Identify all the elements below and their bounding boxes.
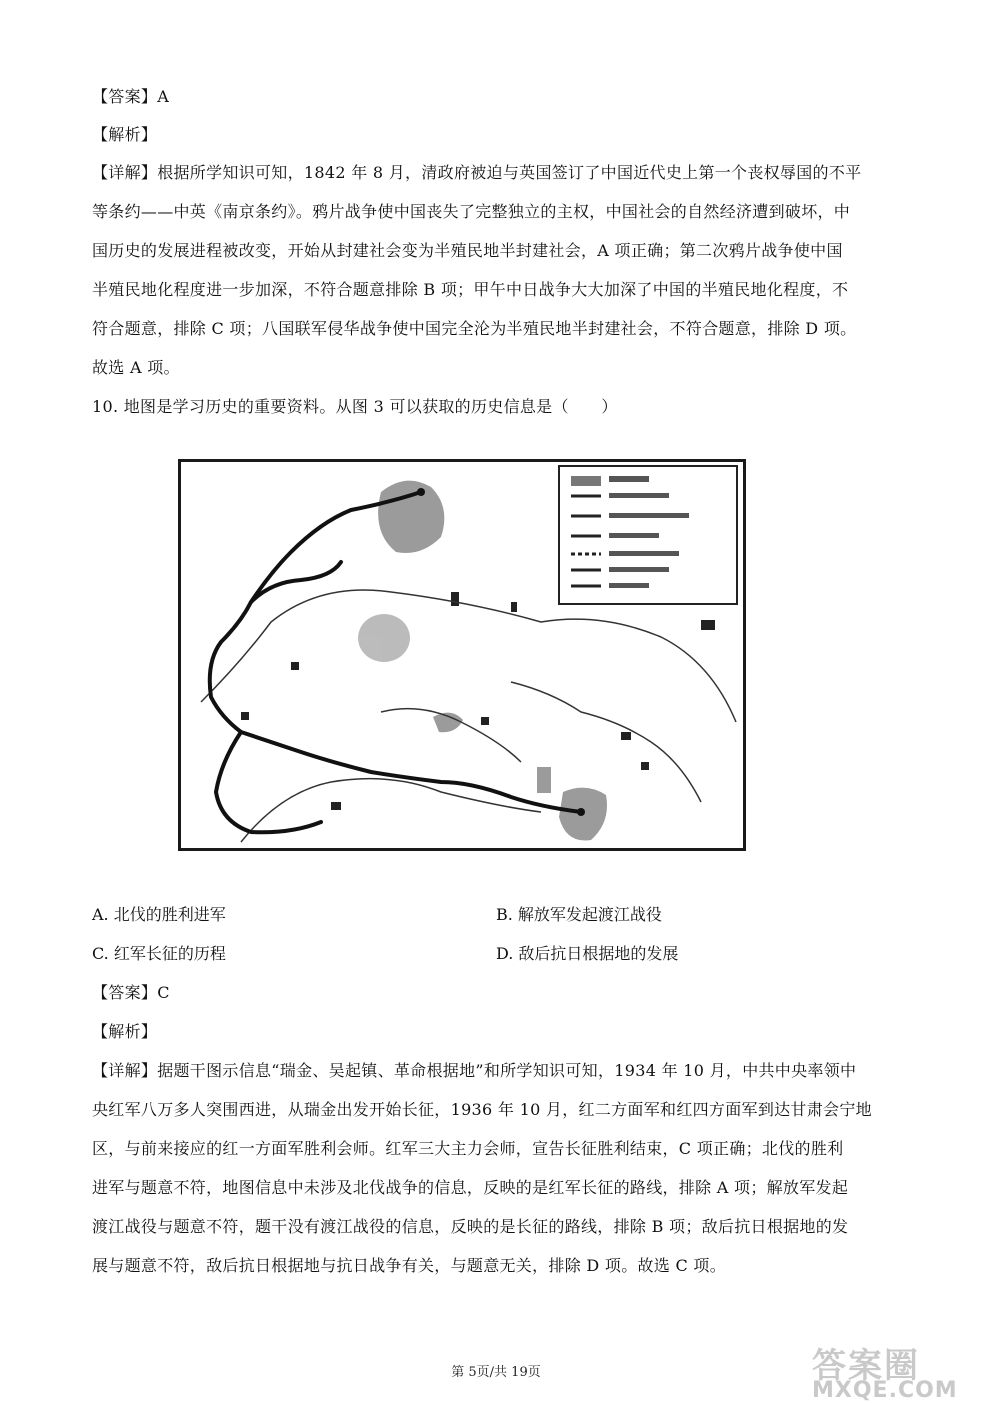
legend-swatch-base — [571, 476, 601, 486]
detail1-line-4: 半殖民地化程度进一步加深，不符合题意排除 B 项；甲午中日战争大大加深了中国的半殖民地化程度，不 — [92, 280, 849, 299]
answer-tag: 【答案】 — [92, 87, 158, 106]
detail2-line-4: 进军与题意不符，地图信息中未涉及北伐战争的信息，反映的是红军长征的路线，排除 A 项；解放军发起 — [92, 1178, 849, 1197]
detail2-line-3: 区，与前来接应的红一方面军胜利会师。红军三大主力会师，宣告长征胜利结束，C 项正确；北伐的胜利 — [92, 1139, 844, 1158]
map-drawing — [181, 462, 743, 848]
long-march-map — [178, 459, 746, 851]
region-center — [358, 614, 410, 662]
detail1-line-6: 故选 A 项。 — [92, 358, 180, 377]
answer-line-2 — [92, 983, 170, 1003]
option-b: B. 解放军发起渡江战役 — [496, 905, 662, 924]
answer-value: C — [157, 983, 170, 1002]
region-small — [537, 767, 551, 793]
detail2-line-2: 央红军八万多人突围西进，从瑞金出发开始长征，1936 年 10 月，红二方面军和红四方面军到达甘肃会宁地 — [92, 1100, 872, 1119]
region-north — [378, 481, 444, 553]
option-d: D. 敌后抗日根据地的发展 — [496, 944, 679, 963]
option-a: A. 北伐的胜利进军 — [92, 905, 226, 924]
detail2-line-6: 展与题意不符，敌后抗日根据地与抗日战争有关，与题意无关，排除 D 项。故选 C 项。 — [92, 1256, 727, 1275]
detail2-line-5: 渡江战役与题意不符，题干没有渡江战役的信息，反映的是长征的路线，排除 B 项；敌后抗日根据地的发 — [92, 1217, 849, 1236]
analysis-tag-2: 【解析】 — [92, 1022, 158, 1041]
answer-value: A — [157, 87, 170, 106]
question-10: 10. 地图是学习历史的重要资料。从图 3 可以获取的历史信息是（ ） — [92, 397, 618, 416]
detail1-line-3: 国历史的发展进程被改变，开始从封建社会变为半殖民地半封建社会，A 项正确；第二次鸦片战争使中国 — [92, 241, 843, 260]
answer-line-1 — [92, 87, 169, 107]
detail1-line-1: 【详解】根据所学知识可知，1842 年 8 月，清政府被迫与英国签订了中国近代史上第一个丧权辱国的不平 — [92, 163, 862, 182]
detail1-line-5: 符合题意，排除 C 项；八国联军侵华战争使中国完全沦为半殖民地半封建社会，不符合题意，排除 D 项。 — [92, 319, 857, 338]
detail2-line-1: 【详解】据题干图示信息“瑞金、吴起镇、革命根据地”和所学知识可知，1934 年 10 月，中共中央率领中 — [92, 1061, 857, 1080]
watermark-text-bottom: MXQE.COM — [812, 1378, 958, 1403]
watermark-logo — [812, 1338, 982, 1403]
option-c: C. 红军长征的历程 — [92, 944, 226, 963]
page-footer: 第 5页/共 19页 — [451, 1365, 541, 1380]
detail1-line-2: 等条约——中英《南京条约》。鸦片战争使中国丧失了完整独立的主权，中国社会的自然经济遭到破坏，中 — [92, 202, 851, 221]
answer-tag: 【答案】 — [92, 983, 158, 1002]
analysis-tag-1: 【解析】 — [92, 125, 158, 144]
watermark-text-top: 答案圈 — [812, 1346, 920, 1386]
